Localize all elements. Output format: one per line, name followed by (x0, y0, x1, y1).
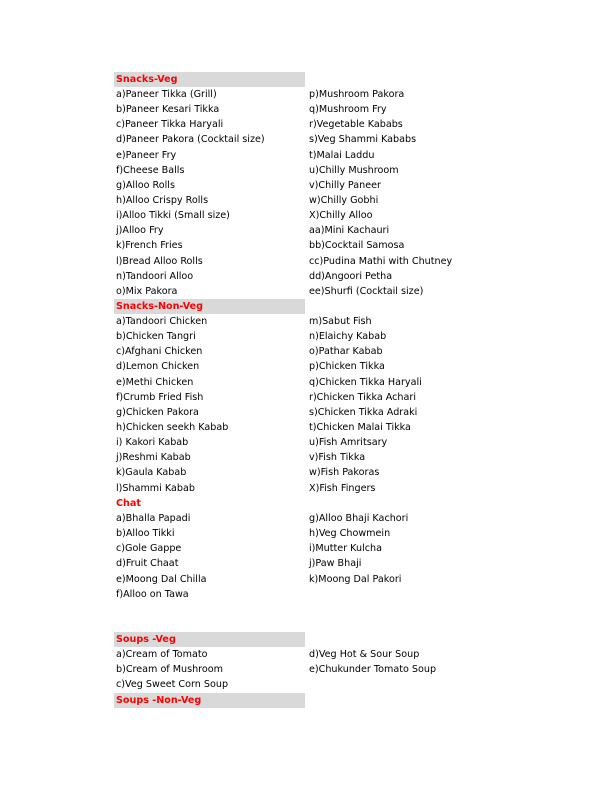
section-soups-veg (114, 632, 514, 693)
menu-item: i)Alloo Tikki (Small size) (116, 210, 230, 222)
menu-item: X)Chilly Alloo (309, 210, 373, 222)
item-grid (114, 511, 514, 602)
menu-item: f)Alloo on Tawa (116, 588, 189, 600)
menu-item: t)Malai Laddu (309, 149, 375, 161)
blank-spacer (114, 602, 514, 632)
menu-item: i)Mutter Kulcha (309, 543, 382, 555)
left-column (116, 87, 265, 299)
menu-item: r)Chicken Tikka Achari (309, 391, 416, 403)
right-column (309, 314, 422, 496)
menu-item: d)Veg Hot & Sour Soup (309, 649, 420, 660)
menu-item: a)Bhalla Papadi (116, 513, 191, 524)
menu-item: b)Cream of Mushroom (116, 664, 223, 676)
menu-item: q)Chicken Tikka Haryali (309, 376, 422, 388)
menu-item: a)Cream of Tomato (116, 649, 208, 660)
menu-item: p)Mushroom Pakora (309, 89, 405, 100)
menu-item: d)Lemon Chicken (116, 361, 200, 373)
menu-item: d)Paneer Pakora (Cocktail size) (116, 134, 265, 146)
right-column (309, 87, 452, 299)
menu-item: t)Chicken Malai Tikka (309, 421, 411, 433)
menu-item: e)Moong Dal Chilla (116, 573, 207, 585)
item-grid (114, 314, 514, 496)
menu-item: j)Reshmi Kabab (116, 452, 191, 464)
section-header: Snacks-Veg (114, 72, 305, 87)
item-grid (114, 647, 514, 693)
menu-item: n)Tandoori Alloo (116, 270, 194, 282)
menu-item: l)Bread Alloo Rolls (116, 255, 203, 267)
menu-item: n)Elaichy Kabab (309, 331, 387, 343)
menu-item: g)Alloo Bhaji Kachori (309, 513, 409, 524)
menu-item: h)Alloo Crispy Rolls (116, 194, 209, 206)
menu-item: k)Gaula Kabab (116, 467, 187, 479)
menu-item: b)Chicken Tangri (116, 331, 196, 343)
section-snacks-veg (114, 72, 514, 299)
section-header: Chat (116, 498, 141, 509)
menu-item: w)Fish Pakoras (309, 467, 380, 479)
menu-item: a)Tandoori Chicken (116, 316, 208, 327)
menu-item: b)Paneer Kesari Tikka (116, 104, 220, 116)
section-header: Soups -Veg (114, 632, 305, 647)
right-column (309, 647, 436, 677)
menu-item: j)Alloo Fry (116, 225, 164, 237)
menu-item: m)Sabut Fish (309, 316, 372, 327)
menu-item: h)Veg Chowmein (309, 528, 391, 540)
section-snacks-non-veg (114, 299, 514, 496)
menu-item: s)Chicken Tikka Adraki (309, 406, 418, 418)
menu-item: j)Paw Bhaji (309, 558, 362, 570)
menu-item: b)Alloo Tikki (116, 528, 175, 540)
menu-item: a)Paneer Tikka (Grill) (116, 89, 217, 100)
menu-item: o)Mix Pakora (116, 285, 178, 297)
menu-item: e)Paneer Fry (116, 149, 177, 161)
menu-item: p)Chicken Tikka (309, 361, 385, 373)
menu-item: bb)Cocktail Samosa (309, 240, 405, 252)
menu-item: q)Mushroom Fry (309, 104, 387, 116)
section-soups-non-veg (114, 693, 514, 708)
menu-item: w)Chilly Gobhi (309, 194, 379, 206)
right-column (309, 511, 408, 587)
menu-item: u)Chilly Mushroom (309, 164, 399, 176)
menu-item: k)French Fries (116, 240, 183, 252)
menu-item: i) Kakori Kabab (116, 437, 189, 449)
menu-item: d)Fruit Chaat (116, 558, 179, 570)
menu-item: aa)Mini Kachauri (309, 225, 390, 237)
menu-item: s)Veg Shammi Kababs (309, 134, 417, 146)
item-grid (114, 87, 514, 299)
menu-item: c)Paneer Tikka Haryali (116, 119, 224, 131)
section-chat (114, 496, 514, 602)
menu-item: v)Fish Tikka (309, 452, 366, 464)
menu-item: dd)Angoori Petha (309, 270, 393, 282)
menu-item: c)Gole Gappe (116, 543, 182, 555)
menu-item: cc)Pudina Mathi with Chutney (309, 255, 453, 267)
menu-item: o)Pathar Kabab (309, 346, 383, 358)
menu-item: ee)Shurfi (Cocktail size) (309, 285, 424, 297)
menu-item: X)Fish Fingers (309, 482, 376, 494)
menu-item: v)Chilly Paneer (309, 179, 381, 191)
menu-item: r)Vegetable Kababs (309, 119, 403, 131)
menu-item: h)Chicken seekh Kabab (116, 421, 229, 433)
menu-item: l)Shammi Kabab (116, 482, 195, 494)
menu-item: f)Crumb Fried Fish (116, 391, 204, 403)
menu-item: c)Veg Sweet Corn Soup (116, 679, 229, 691)
menu-item: c)Afghani Chicken (116, 346, 203, 358)
section-header: Snacks-Non-Veg (114, 299, 305, 314)
left-column (116, 314, 228, 496)
left-column (116, 511, 207, 602)
menu-item: e)Methi Chicken (116, 376, 194, 388)
menu-item: g)Chicken Pakora (116, 406, 199, 418)
section-header: Soups -Non-Veg (114, 693, 305, 708)
menu-item: g)Alloo Rolls (116, 179, 175, 191)
left-column (116, 647, 228, 692)
menu-item: f)Cheese Balls (116, 164, 185, 176)
menu-document (114, 72, 514, 708)
menu-item: e)Chukunder Tomato Soup (309, 664, 437, 676)
menu-item: k)Moong Dal Pakori (309, 573, 402, 585)
menu-item: u)Fish Amritsary (309, 437, 388, 449)
